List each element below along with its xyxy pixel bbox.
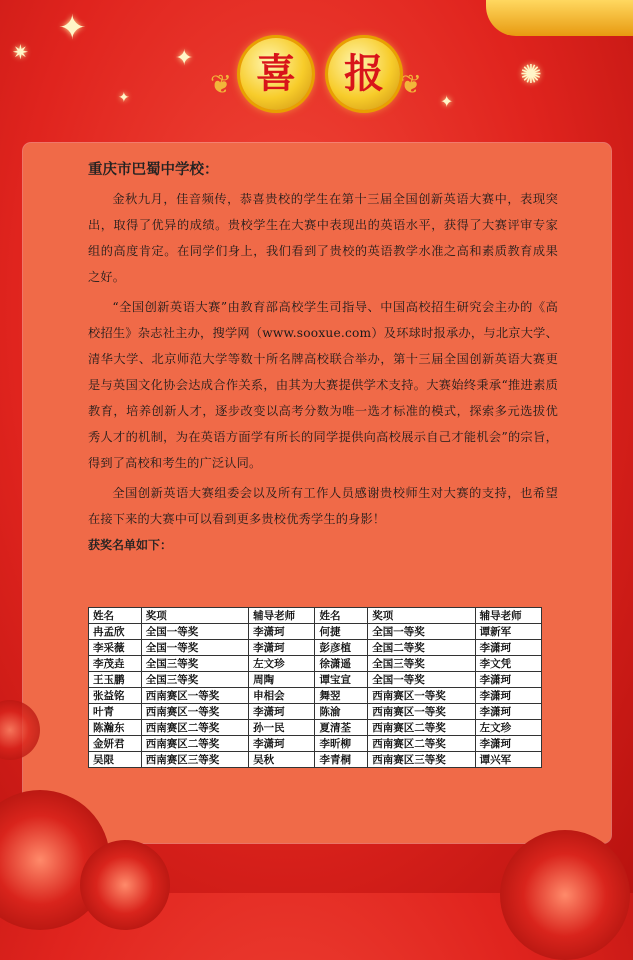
table-row bbox=[89, 624, 542, 640]
teacher-cell: 李潇珂 bbox=[249, 640, 315, 656]
table-row bbox=[89, 736, 542, 752]
winners-title: 获奖名单如下： bbox=[88, 538, 173, 552]
table-header-row bbox=[89, 608, 542, 624]
paragraph-about-contest: “全国创新英语大赛”由教育部高校学生司指导、中国高校招生研究会主办的《高校招生》杂志社主办，搜学网（www.sooxue.com）及环球时报承办，与北京大学、清华大学、北京师范大学等数十所名牌高校联合举办，第十三届全国创新英语大赛更是与英国文化协会达成合作关系，由其为大赛提供学术支持。大赛始终秉承“推进素质教育，培养创新人才，逐步改变以高考分数为唯一选才标准的模式，探索多元选拔优秀人才的机制，为在英语方面学有所长的同学提供向高校展示自己才能机会”的宗旨，得到了高校和考生的广泛认同。 bbox=[88, 300, 558, 470]
table-row bbox=[89, 640, 542, 656]
teacher-cell: 申相会 bbox=[249, 688, 315, 704]
header-name: 姓名 bbox=[315, 608, 368, 624]
award-table bbox=[88, 607, 542, 768]
header-award: 奖项 bbox=[141, 608, 248, 624]
firecracker-decoration bbox=[486, 0, 633, 36]
teacher-cell: 李文凭 bbox=[475, 656, 541, 672]
student-name-cell: 李采薇 bbox=[89, 640, 142, 656]
paragraph-thanks: 全国创新英语大赛组委会以及所有工作人员感谢贵校师生对大赛的支持，也希望在接下来的大赛中可以看到更多贵校优秀学生的身影！ bbox=[88, 486, 558, 526]
teacher-cell: 李潇珂 bbox=[249, 704, 315, 720]
student-name-cell: 徐潇遥 bbox=[315, 656, 368, 672]
bao-character: 报 bbox=[344, 51, 384, 97]
table-row bbox=[89, 688, 542, 704]
teacher-cell: 左文珍 bbox=[475, 720, 541, 736]
student-name-cell: 金妍君 bbox=[89, 736, 142, 752]
bao-badge bbox=[328, 38, 400, 110]
award-cell: 全国一等奖 bbox=[368, 672, 475, 688]
xi-badge bbox=[240, 38, 312, 110]
student-name-cell: 李昕柳 bbox=[315, 736, 368, 752]
header-teacher: 辅导老师 bbox=[475, 608, 541, 624]
award-cell: 西南赛区二等奖 bbox=[368, 736, 475, 752]
student-name-cell: 张益铭 bbox=[89, 688, 142, 704]
teacher-cell: 左文珍 bbox=[249, 656, 315, 672]
award-cell: 全国一等奖 bbox=[141, 624, 248, 640]
table-row bbox=[89, 656, 542, 672]
letter-body bbox=[88, 158, 558, 559]
award-cell: 全国三等奖 bbox=[141, 672, 248, 688]
award-cell: 西南赛区三等奖 bbox=[368, 752, 475, 768]
header-name: 姓名 bbox=[89, 608, 142, 624]
student-name-cell: 陈瀚东 bbox=[89, 720, 142, 736]
award-cell: 全国二等奖 bbox=[368, 640, 475, 656]
award-cell: 西南赛区二等奖 bbox=[368, 720, 475, 736]
student-name-cell: 叶青 bbox=[89, 704, 142, 720]
teacher-cell: 谭新军 bbox=[475, 624, 541, 640]
student-name-cell: 谭宝宣 bbox=[315, 672, 368, 688]
student-name-cell: 彭彦植 bbox=[315, 640, 368, 656]
award-cell: 全国一等奖 bbox=[368, 624, 475, 640]
peony-decoration bbox=[80, 840, 170, 930]
student-name-cell: 吴限 bbox=[89, 752, 142, 768]
award-cell: 西南赛区一等奖 bbox=[141, 704, 248, 720]
table-row bbox=[89, 752, 542, 768]
peony-decoration bbox=[500, 830, 630, 960]
student-name-cell: 夏清荃 bbox=[315, 720, 368, 736]
header-award: 奖项 bbox=[368, 608, 475, 624]
teacher-cell: 李潇珂 bbox=[249, 736, 315, 752]
student-name-cell: 王玉鹏 bbox=[89, 672, 142, 688]
award-cell: 西南赛区一等奖 bbox=[368, 704, 475, 720]
table-row bbox=[89, 720, 542, 736]
award-cell: 全国一等奖 bbox=[141, 640, 248, 656]
teacher-cell: 李潇珂 bbox=[475, 688, 541, 704]
xi-character: 喜 bbox=[256, 51, 296, 97]
award-cell: 西南赛区一等奖 bbox=[141, 688, 248, 704]
award-cell: 全国三等奖 bbox=[368, 656, 475, 672]
table-row bbox=[89, 704, 542, 720]
sparkle-decoration: ✦ bbox=[118, 90, 130, 106]
sparkle-decoration: ✷ bbox=[12, 40, 29, 64]
teacher-cell: 李潇珂 bbox=[475, 736, 541, 752]
teacher-cell: 孙一民 bbox=[249, 720, 315, 736]
award-cell: 西南赛区一等奖 bbox=[368, 688, 475, 704]
student-name-cell: 李茂垚 bbox=[89, 656, 142, 672]
gold-swirl-decoration: ❦ bbox=[400, 70, 422, 100]
student-name-cell: 舞翌 bbox=[315, 688, 368, 704]
award-cell: 西南赛区二等奖 bbox=[141, 720, 248, 736]
paragraph-intro: 金秋九月，佳音频传，恭喜贵校的学生在第十三届全国创新英语大赛中，表现突出，取得了优异的成绩。贵校学生在大赛中表现出的英语水平，获得了大赛评审专家组的高度肯定。在同学们身上，我们看到了贵校的英语教学水准之高和素质教育成果之好。 bbox=[88, 192, 558, 284]
teacher-cell: 谭兴军 bbox=[475, 752, 541, 768]
greeting: 重庆市巴蜀中学校： bbox=[88, 162, 219, 178]
student-name-cell: 李青桐 bbox=[315, 752, 368, 768]
sparkle-decoration: ✦ bbox=[175, 46, 194, 71]
gold-swirl-decoration: ❦ bbox=[210, 70, 232, 100]
student-name-cell: 冉孟欣 bbox=[89, 624, 142, 640]
award-cell: 全国三等奖 bbox=[141, 656, 248, 672]
student-name-cell: 何捷 bbox=[315, 624, 368, 640]
award-cell: 西南赛区二等奖 bbox=[141, 736, 248, 752]
teacher-cell: 李潇珂 bbox=[475, 672, 541, 688]
student-name-cell: 陈渝 bbox=[315, 704, 368, 720]
teacher-cell: 李潇珂 bbox=[249, 624, 315, 640]
sparkle-decoration: ✺ bbox=[520, 60, 542, 90]
table-row bbox=[89, 672, 542, 688]
header-teacher: 辅导老师 bbox=[249, 608, 315, 624]
teacher-cell: 周陶 bbox=[249, 672, 315, 688]
sparkle-decoration: ✦ bbox=[58, 8, 87, 48]
award-cell: 西南赛区三等奖 bbox=[141, 752, 248, 768]
teacher-cell: 吴秋 bbox=[249, 752, 315, 768]
sparkle-decoration: ✦ bbox=[440, 92, 454, 111]
teacher-cell: 李潇珂 bbox=[475, 704, 541, 720]
teacher-cell: 李潇珂 bbox=[475, 640, 541, 656]
